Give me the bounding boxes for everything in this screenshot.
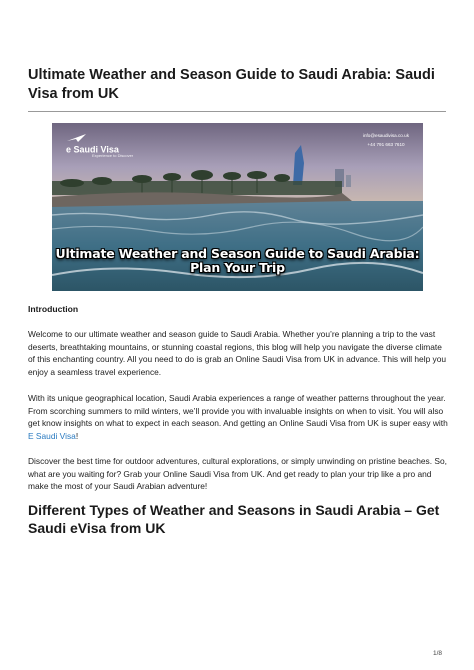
- contact-phone: +44 791 663 7610: [367, 142, 405, 147]
- hero-banner-image: [52, 123, 423, 291]
- paragraph-3: Discover the best time for outdoor adventures, cultural explorations, or simply unwinding on pristine beaches. So, what are you waiting for? Grab your Online Saudi Visa from UK. And get ready to plan your trip like a pro and make the most of your Saudi Arabian adventure!: [28, 456, 447, 492]
- plane-logo-icon: [66, 132, 88, 144]
- title-divider: [28, 111, 446, 112]
- document-title: Ultimate Weather and Season Guide to Saudi Arabia: Saudi Visa from UK: [28, 67, 435, 102]
- e-saudi-visa-link[interactable]: E Saudi Visa: [28, 430, 76, 441]
- contact-email: info@esaudivisa.co.uk: [362, 133, 409, 138]
- section-heading: Different Types of Weather and Seasons in Saudi Arabia – Get Saudi eVisa from UK: [28, 502, 440, 536]
- paragraph-1: Welcome to our ultimate weather and season guide to Saudi Arabia. Whether you’re planning a trip to the vast deserts, breathtaking mountains, or stunning coastal regions, this blog will help you navigate the diverse climate of this enchanting country. All you need to do is grab an Online Saudi Visa from UK in advance. This will help you enjoy a seamless travel experience.: [28, 329, 447, 377]
- brand-logo: e Saudi Visa Experience to Discover: [66, 132, 133, 158]
- paragraph-2: With its unique geographical location, Saudi Arabia experiences a range of weather patterns throughout the year. From scorching summers to mild winters, we’ll provide you with invaluable insights on when to visit. You will also get know insights on what to expect in each season. And getting an Online Saudi Visa from UK is super easy with E Saudi Visa!: [28, 393, 448, 441]
- contact-info: [363, 131, 409, 149]
- intro-heading: Introduction: [28, 304, 79, 314]
- hero-caption: Ultimate Weather and Season Guide to Saudi Arabia: Plan Your Trip: [55, 246, 420, 275]
- page-number: 1/8: [433, 650, 443, 657]
